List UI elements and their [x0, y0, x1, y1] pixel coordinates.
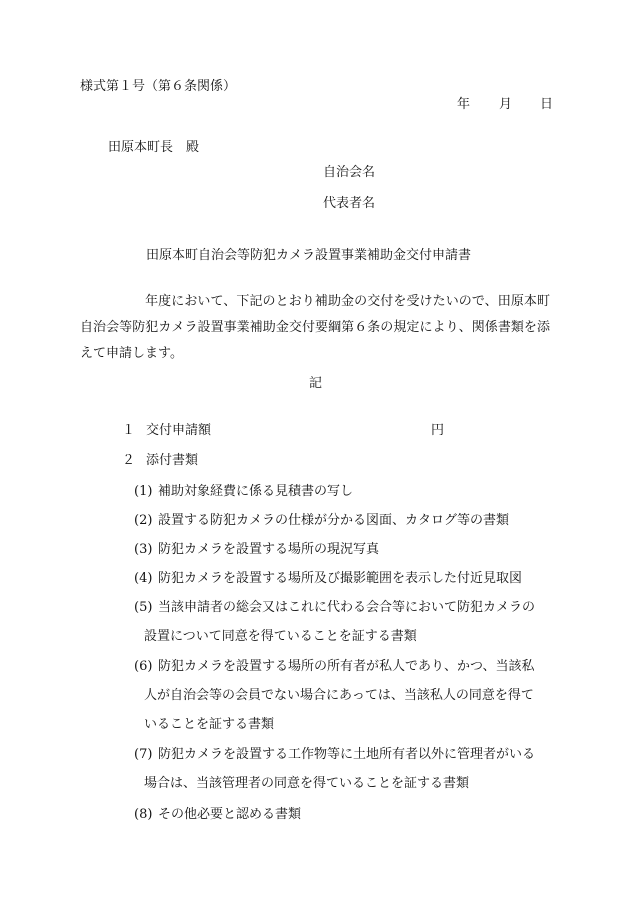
yen-unit: 円 [431, 423, 445, 438]
date-month-label: 月 [499, 97, 513, 112]
item-number: １ [122, 423, 136, 438]
attachment-text: 当該申請者の総会又はこれに代わる会合等において防犯カメラの [158, 600, 536, 615]
attachment-text: その他必要と認める書類 [158, 807, 302, 822]
attachment-item-5 [134, 593, 554, 651]
attachment-text: 防犯カメラを設置する工作物等に土地所有者以外に管理者がいる [158, 747, 536, 762]
attachment-item-8 [134, 800, 554, 829]
item-attachments [122, 454, 198, 467]
date-year-label: 年 [457, 97, 471, 112]
date-day-label: 日 [540, 97, 554, 112]
attachment-number: (7) [134, 747, 153, 762]
body-paragraph-text: 年度において、下記のとおり補助金の交付を受けたいので、田原本町自治会等防犯カメラ設置事業補助金交付要綱第６条の規定により、関係書類を添えて申請します。 [80, 294, 550, 361]
attachment-text-continued: 人が自治会等の会員でない場合にあっては、当該私人の同意を得て [144, 688, 534, 703]
ki-heading: 記 [309, 376, 323, 391]
attachment-number: (5) [134, 600, 153, 615]
attachment-item-2 [134, 506, 554, 535]
attachment-item-4 [134, 564, 554, 593]
attachment-item-1 [134, 477, 554, 506]
attachment-text-continued: 場合は、当該管理者の同意を得ていることを証する書類 [144, 776, 470, 791]
item-application-amount [122, 424, 211, 437]
attachment-number: (4) [134, 571, 153, 586]
item-label: 添付書類 [146, 453, 199, 468]
attachment-text: 防犯カメラを設置する場所及び撮影範囲を表示した付近見取図 [158, 571, 523, 586]
document-title: 田原本町自治会等防犯カメラ設置事業補助金交付申請書 [146, 248, 472, 263]
attachment-text: 補助対象経費に係る見積書の写し [158, 484, 354, 499]
item-number: ２ [122, 453, 136, 468]
attachment-text: 設置する防犯カメラの仕様が分かる図面、カタログ等の書類 [158, 513, 510, 528]
body-paragraph [80, 289, 550, 367]
attachment-item-3 [134, 535, 554, 564]
attachment-number: (3) [134, 542, 153, 557]
addressee: 田原本町長 殿 [108, 140, 200, 155]
form-number: 様式第１号（第６条関係） [80, 79, 237, 94]
association-name-label: 自治会名 [323, 165, 376, 180]
attachment-text: 防犯カメラを設置する場所の所有者が私人であり、かつ、当該私 [158, 659, 535, 674]
attachment-item-7 [134, 740, 554, 798]
attachment-item-6 [134, 652, 554, 739]
representative-name-label: 代表者名 [323, 196, 376, 211]
attachment-number: (1) [134, 484, 153, 499]
attachment-number: (2) [134, 513, 153, 528]
attachment-number: (8) [134, 807, 153, 822]
attachment-text-continued: いることを証する書類 [144, 717, 275, 732]
attachment-number: (6) [134, 659, 153, 674]
attachment-text: 防犯カメラを設置する場所の現況写真 [158, 542, 380, 557]
item-label: 交付申請額 [146, 423, 212, 438]
attachment-text-continued: 設置について同意を得ていることを証する書類 [144, 629, 417, 644]
